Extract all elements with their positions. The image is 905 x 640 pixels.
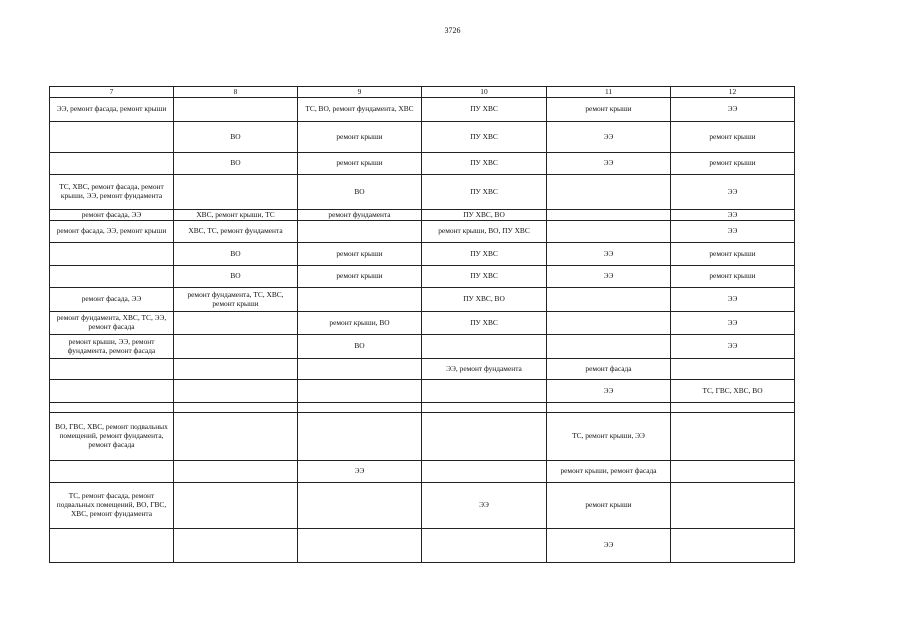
table-cell: ТС, ХВС, ремонт фасада, ремонт крыши, ЭЭ, ремонт фундамента — [50, 175, 174, 210]
table-cell — [174, 335, 298, 359]
table-cell: ремонт крыши, ремонт фасада — [547, 461, 671, 483]
table-cell — [50, 266, 174, 288]
table-cell: ПУ ХВС — [422, 175, 547, 210]
column-header: 10 — [422, 87, 547, 98]
table-cell: ремонт фасада, ЭЭ — [50, 210, 174, 221]
table-cell — [298, 221, 422, 243]
table-cell: ремонт крыши — [547, 98, 671, 122]
table-cell — [174, 483, 298, 529]
table-cell: ЭЭ — [547, 266, 671, 288]
column-header: 11 — [547, 87, 671, 98]
table-cell: ремонт фундамента — [298, 210, 422, 221]
table-cell: ремонт крыши — [298, 122, 422, 153]
table-cell: ЭЭ, ремонт фундамента — [422, 359, 547, 380]
table-cell: ХВС, ремонт крыши, ТС — [174, 210, 298, 221]
column-header: 12 — [671, 87, 795, 98]
table-cell — [298, 403, 422, 413]
table-cell: ремонт крыши — [671, 243, 795, 266]
table-cell: ЭЭ — [422, 483, 547, 529]
table-cell: ремонт крыши, ВО, ПУ ХВС — [422, 221, 547, 243]
table-cell: ВО — [174, 122, 298, 153]
table-cell: ЭЭ — [671, 288, 795, 312]
table-cell — [174, 403, 298, 413]
table-cell: ремонт крыши — [547, 483, 671, 529]
table-row — [50, 221, 795, 243]
table-cell: ремонт фундамента, ХВС, ТС, ЭЭ, ремонт фасада — [50, 312, 174, 335]
table-row — [50, 380, 795, 403]
table-cell — [298, 359, 422, 380]
table-cell — [671, 529, 795, 563]
table-cell — [50, 359, 174, 380]
table-cell — [422, 335, 547, 359]
table-cell — [298, 529, 422, 563]
table-cell: ТС, ГВС, ХВС, ВО — [671, 380, 795, 403]
table-cell — [671, 403, 795, 413]
table-cell: ПУ ХВС — [422, 153, 547, 175]
table-cell: ЭЭ — [547, 243, 671, 266]
table-cell — [174, 380, 298, 403]
table-cell: ПУ ХВС — [422, 243, 547, 266]
table-cell — [422, 403, 547, 413]
table-cell — [174, 312, 298, 335]
table-row — [50, 243, 795, 266]
table-cell: ВО — [174, 266, 298, 288]
table-cell — [422, 461, 547, 483]
table-cell: ремонт крыши — [298, 153, 422, 175]
table-cell — [50, 529, 174, 563]
table-cell: ремонт крыши — [671, 153, 795, 175]
table-row — [50, 403, 795, 413]
table-cell — [174, 359, 298, 380]
table-row — [50, 413, 795, 461]
table-cell — [298, 380, 422, 403]
table-row — [50, 153, 795, 175]
page-number: 3726 — [444, 26, 461, 35]
table-cell: ЭЭ — [671, 175, 795, 210]
table-cell: ПУ ХВС, ВО — [422, 210, 547, 221]
table-cell — [298, 288, 422, 312]
table-cell: ремонт крыши — [298, 243, 422, 266]
data-table — [49, 86, 795, 563]
table-cell — [671, 413, 795, 461]
table-row — [50, 122, 795, 153]
table-cell: ТС, ремонт фасада, ремонт подвальных помещений, ВО, ГВС, ХВС, ремонт фундамента — [50, 483, 174, 529]
table-cell — [671, 483, 795, 529]
table-cell: ЭЭ — [671, 335, 795, 359]
table-cell — [422, 413, 547, 461]
table-cell — [50, 461, 174, 483]
table-cell: ЭЭ — [671, 221, 795, 243]
table-cell: ЭЭ — [547, 380, 671, 403]
table-cell: ПУ ХВС — [422, 312, 547, 335]
table-cell — [547, 288, 671, 312]
table-cell: ремонт крыши, ЭЭ, ремонт фундамента, ремонт фасада — [50, 335, 174, 359]
table-cell: ремонт крыши — [298, 266, 422, 288]
table-cell: ремонт фасада — [547, 359, 671, 380]
table-cell: ПУ ХВС — [422, 98, 547, 122]
table-row — [50, 461, 795, 483]
table-cell: ЭЭ, ремонт фасада, ремонт крыши — [50, 98, 174, 122]
table-cell: ВО — [174, 243, 298, 266]
header-row — [50, 87, 795, 98]
table-cell: ТС, ВО, ремонт фундамента, ХВС — [298, 98, 422, 122]
table-cell: ЭЭ — [547, 529, 671, 563]
table-cell: ЭЭ — [671, 98, 795, 122]
table-cell — [50, 380, 174, 403]
table-cell — [547, 175, 671, 210]
table-cell — [671, 359, 795, 380]
table-row — [50, 210, 795, 221]
column-header: 8 — [174, 87, 298, 98]
table-cell: ПУ ХВС — [422, 122, 547, 153]
table-cell — [174, 413, 298, 461]
table-cell: ВО, ГВС, ХВС, ремонт подвальных помещений, ремонт фундамента, ремонт фасада — [50, 413, 174, 461]
table-row — [50, 266, 795, 288]
table-row — [50, 335, 795, 359]
table-cell — [547, 335, 671, 359]
column-header: 9 — [298, 87, 422, 98]
table-cell — [547, 312, 671, 335]
table-cell: ЭЭ — [547, 153, 671, 175]
table-cell: ремонт крыши, ВО — [298, 312, 422, 335]
table-cell: ТС, ремонт крыши, ЭЭ — [547, 413, 671, 461]
table-cell: ЭЭ — [671, 210, 795, 221]
table-row — [50, 175, 795, 210]
table-row — [50, 483, 795, 529]
table-cell — [422, 380, 547, 403]
table-cell: ВО — [174, 153, 298, 175]
table-cell — [50, 403, 174, 413]
table-cell: ВО — [298, 335, 422, 359]
table-row — [50, 98, 795, 122]
table-cell — [671, 461, 795, 483]
table-cell: ремонт фасада, ЭЭ, ремонт крыши — [50, 221, 174, 243]
table-row — [50, 529, 795, 563]
table-cell — [298, 413, 422, 461]
table-cell: ПУ ХВС, ВО — [422, 288, 547, 312]
table-cell: ВО — [298, 175, 422, 210]
table-cell — [50, 153, 174, 175]
table-cell: ЭЭ — [298, 461, 422, 483]
table-cell: ЭЭ — [671, 312, 795, 335]
table-cell — [547, 210, 671, 221]
table-cell: ПУ ХВС — [422, 266, 547, 288]
table-row — [50, 359, 795, 380]
table-cell: ХВС, ТС, ремонт фундамента — [174, 221, 298, 243]
table-cell — [174, 461, 298, 483]
table-cell — [422, 529, 547, 563]
table-cell — [298, 483, 422, 529]
table-row — [50, 312, 795, 335]
table-cell — [547, 221, 671, 243]
table-cell: ремонт фундамента, ТС, ХВС, ремонт крыши — [174, 288, 298, 312]
table-body — [50, 98, 795, 563]
table-cell — [547, 403, 671, 413]
column-header: 7 — [50, 87, 174, 98]
table-cell — [50, 122, 174, 153]
table-cell — [174, 175, 298, 210]
table-row — [50, 288, 795, 312]
table-cell: ремонт крыши — [671, 122, 795, 153]
table-cell — [50, 243, 174, 266]
table-cell — [174, 98, 298, 122]
table-cell — [174, 529, 298, 563]
table-cell: ремонт крыши — [671, 266, 795, 288]
table-cell: ремонт фасада, ЭЭ — [50, 288, 174, 312]
table-cell: ЭЭ — [547, 122, 671, 153]
